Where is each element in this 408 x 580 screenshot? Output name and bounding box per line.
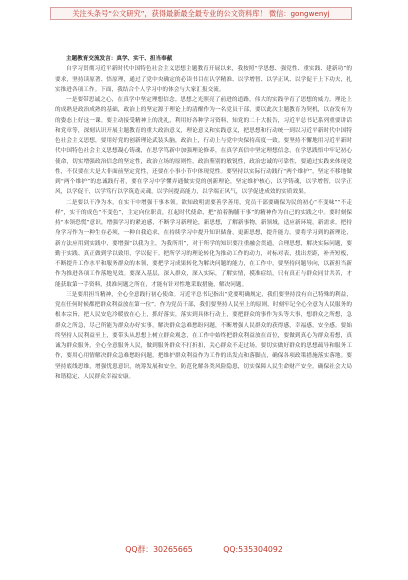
contact-footer [0, 544, 408, 555]
qq-group-text: QQ群：30265665 [125, 545, 193, 554]
promo-banner: 关注头条号“公文研究”，获得最新最全最专业的公文资料库！ 微信：gongwenyj [50, 7, 352, 20]
paragraph-two: 二是要以干净为本，在实干中增强干事本领。欲知政明需要善学善用，党员干部要确保为民的初心“不变味”“不走样”，实干的成色“不变色”，主定向位职责，扛起时代使命，把“拍着胸脯干事”的精神作为自己的实践之中。要时刻保持“本领恐慌”意识，增强学习的紧迫感，不断学习新理论，新思想，了解新事物，新领域，适应新环境，新需求。把持身学习作为一种生存必须，一种自我追求，在持续学习中提升知识储备，更新思想，提升能力。要将学习到的新理论，新方法应用到实践中，要增强“以我为主，为我所用”，对于所学的知识要注重融会贯通，合理思想，解决实际问题，要勤于实践、真正做到学以致用，学以促干。把所学习的理论转化为推动工作的动力，对标对表，找出差距，补齐短板，不断提升工作水平和服务群众的本领，要把学习成果转化为解决问题的能力，在工作中，要坚持问题导向，以新担当新作为推进各项工作落地见效。要深入基层，深入群众，深入实际，了解实情，摸准症结，只有真正与群众同甘共苦，才能获取第一手资料，找准问题之所在，才能有针对性地采取措施，解决问题。 [55, 199, 352, 288]
paragraph-one: 一是要带思诚之心，在真学中坚定理想信念。思想之光照亮了前进的道路，伟大的实践孕育了思想的威力。理论上的成熟是政治成熟的基础，政治上的坚定源于理论上的清醒作为一名党员干部，要以此次主题教育为契机，以奋发有为的姿态上好这一课。要主动接受精神上的洗礼，利用好各种学习资料，知党的二十大报告，习近平总书记系列重要讲话和党章等，深刻认识开展主题教育的重大政治意义，理论意义和实践意义，把思想和行动统一到以习近平新时代中国特色社会主义思想，要用好党的创新理论武装头脑，政治上，行动上与党中央保持高度一致。要坚持不懈地用习近平新时代中国特色社会主义思想凝心铸魂，在思学笃新中加强理论修养，在真学真信中坚定理想信念，在学思践悟中牢记初心使命，切实增强政治信念的坚定性，政治立场的原则性，政治鉴别的敏锐性，政治忠诚的可靠性，要通过实践来体现党性，不仅要在大是大非面前坚定党性，还要在小事小节中体现党性。要坚持以实际行动践行“两个维护”，坚定不移地做到“两个维护”的忠诚践行者，要在学习中学懂弄通做实党的创新理论，坚定维护核心，以学铸魂，以学增智，以学正风，以学促干，以学笃行以学筑造灵魂，以学问提高能力，以学端正风气，以学促进成效的实质效果。 [55, 97, 352, 196]
qq-text: QQ:535304092 [223, 545, 283, 554]
paragraph-three: 三是要用担当精神，全心全意践行初心使命。习近平总书记指出“党要明确规定，我们要坚持没有自己特殊的利益，党在任何时候都把群众利益放在第一位”。作为党员干部，我们要坚持人民至上的原则，时刻牢记全心全意为人民服务的根本宗旨，把人民安危冷暖放在心上，抓好落实，落实到具体行动上，要把群众的事作为头等大事，想群众之所想，急群众之所急，尽己所能为群众办好实事，解决群众急难愁盼问题，不断增强人民群众的获得感，幸福感，安全感。要始终坚持人民利益至上，要带头从思想上树立群众观念，在工作中始终把群众利益放在首位，要做到真心为群众着想，真诚为群众服务，全心全意服务人民，做到服务群众不打折扣，关心群众不走过场。要切实做好群众的思想疏导和服务工作，要用心用情解决群众急难愁盼问题，把维护群众利益作为工作的出发点和落脚点，确保各项政策措施落实落地。要坚持底线思维，增强忧患意识，统筹发展和安全，防范化解各类风险隐患，切实保障人民生命财产安全，确保社会大局和谐稳定、人民群众幸福安康。 [55, 291, 352, 380]
paragraph-intro: 自学习贯彻习近平新时代中国特色社会主义思想主题教育开展以来，我按照“学思想、强党性、重实践、建新功”的要求，坚持读原著、悟原理，通过了党中央确定的必读书目在认学精准、以学增智、以学正风、以学促干上下功夫，扎实推进各项工作。下面，我结合个人学习中的体会与大家汇报交流。 [55, 66, 352, 93]
document-body [55, 54, 352, 382]
document-title: 主题教育交流发言：真学、实干、担当奉献 [66, 56, 173, 62]
